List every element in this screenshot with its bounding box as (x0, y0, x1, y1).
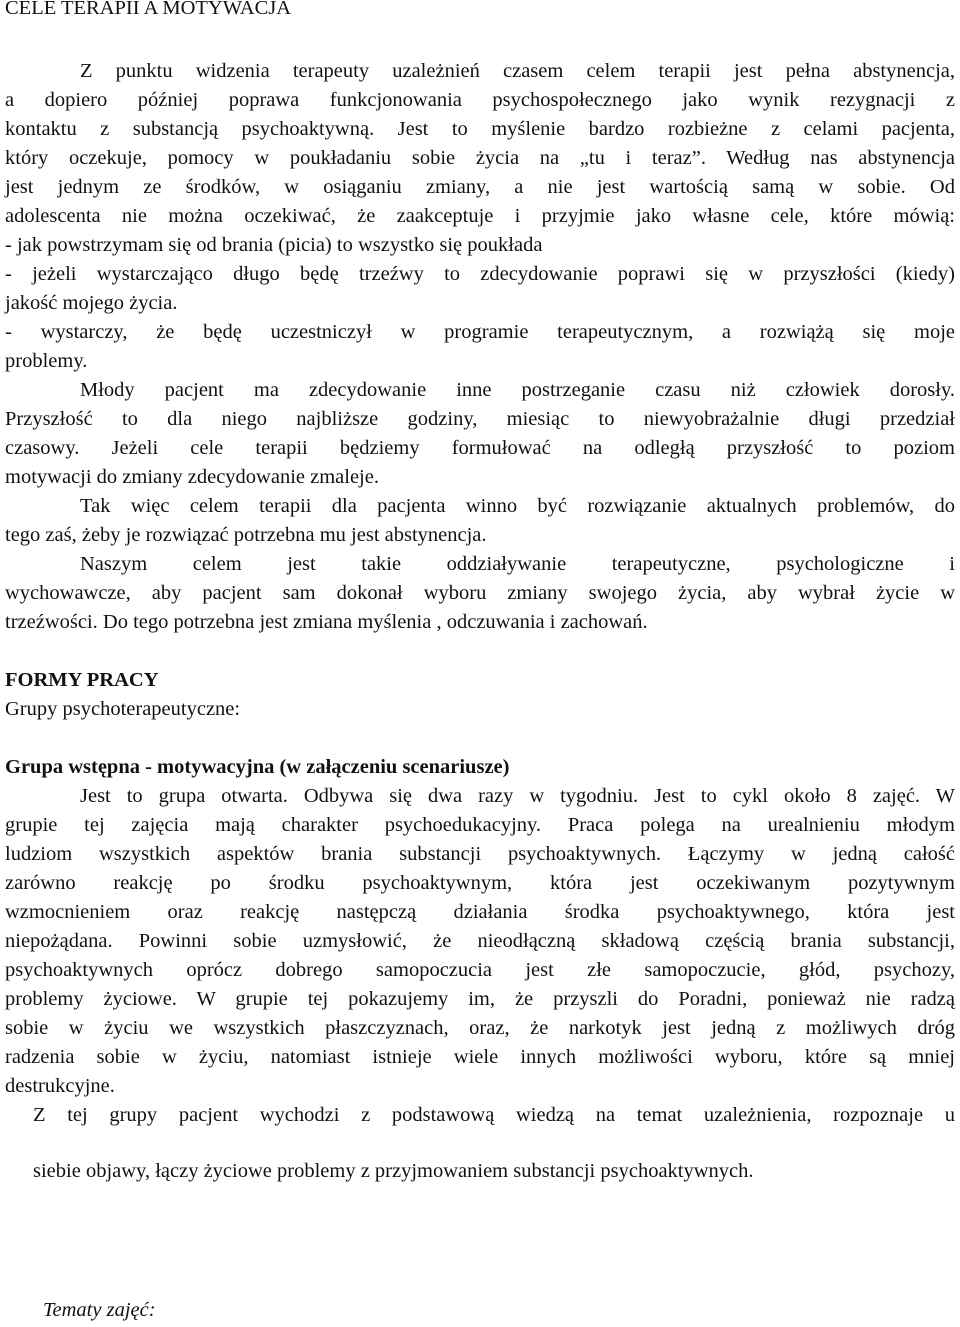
paragraph-line: który oczekuje, pomocy w poukładaniu sobie życia na „tu i teraz”. Według nas abstynencja (5, 147, 955, 169)
paragraph-line: destrukcyjne. (5, 1075, 115, 1097)
paragraph-line: radzenia sobie w życiu, natomiast istnieje wiele innych możliwości wyboru, które są mniej (5, 1046, 955, 1068)
topics-label: Tematy zajęć: (43, 1299, 156, 1321)
paragraph-line: wzmocnieniem oraz reakcję następczą działania środka psychoaktywnego, która jest (5, 901, 955, 923)
paragraph-line: zarówno reakcję po środku psychoaktywnym, która jest oczekiwanym pozytywnym (5, 872, 955, 894)
paragraph-line: wychowawcze, aby pacjent sam dokonał wyboru zmiany swojego życia, aby wybrał życie w (5, 582, 955, 604)
paragraph-line: Jest to grupa otwarta. Odbywa się dwa razy w tygodniu. Jest to cykl około 8 zajęć. W (80, 785, 955, 807)
paragraph-line: tego zaś, żeby je rozwiązać potrzebna mu jest abstynencja. (5, 524, 487, 546)
paragraph-line: sobie w życiu we wszystkich płaszczyznach, oraz, że narkotyk jest jedną z możliwych dróg (5, 1017, 955, 1039)
paragraph-line: psychoaktywnych oprócz dobrego samopoczucia jest złe samopoczucie, głód, psychozy, (5, 959, 955, 981)
paragraph-line: a dopiero później poprawa funkcjonowania psychospołecznego jako wynik rezygnacji z (5, 89, 955, 111)
section-heading-cele: CELE TERAPII A MOTYWACJA (5, 0, 292, 19)
paragraph-line: problemy życiowe. W grupie tej pokazujemy im, że przyszli do Poradni, ponieważ nie radzą (5, 988, 955, 1010)
paragraph-line: adolescenta nie można oczekiwać, że zaakceptuje i przyjmie jako własne cele, które mówią: (5, 205, 955, 227)
paragraph-line: Tak więc celem terapii dla pacjenta winno być rozwiązanie aktualnych problemów, do (80, 495, 955, 517)
list-item: - jeżeli wystarczająco długo będę trzeźwy to zdecydowanie poprawi się w przyszłości (kiedy) (5, 263, 955, 285)
paragraph-line: grupie tej zajęcia mają charakter psychoedukacyjny. Praca polega na urealnieniu młodym (5, 814, 955, 836)
paragraph-line: trzeźwości. Do tego potrzebna jest zmiana myślenia , odczuwania i zachowań. (5, 611, 648, 633)
paragraph-line: siebie objawy, łączy życiowe problemy z przyjmowaniem substancji psychoaktywnych. (33, 1160, 754, 1182)
list-item: - wystarczy, że będę uczestniczył w programie terapeutycznym, a rozwiążą się moje (5, 321, 955, 343)
paragraph-line: motywacji do zmiany zdecydowanie zmaleje. (5, 466, 379, 488)
paragraph-line: Młody pacjent ma zdecydowanie inne postrzeganie czasu niż człowiek dorosły. (80, 379, 955, 401)
paragraph-line: problemy. (5, 350, 88, 372)
paragraph-line: Naszym celem jest takie oddziaływanie terapeutyczne, psychologiczne i (80, 553, 955, 575)
group-heading: Grupa wstępna - motywacyjna (w załączeniu scenariusze) (5, 756, 510, 778)
paragraph-line: Przyszłość to dla niego najbliższe godziny, miesiąc to niewyobrażalnie długi przedział (5, 408, 955, 430)
paragraph-line: jest jednym ze środków, w osiąganiu zmiany, a nie jest wartością samą w sobie. Od (5, 176, 955, 198)
list-item: - jak powstrzymam się od brania (picia) to wszystko się poukłada (5, 234, 543, 256)
paragraph-line: Z tej grupy pacjent wychodzi z podstawową wiedzą na temat uzależnienia, rozpoznaje u (33, 1104, 955, 1126)
subheading-grupy: Grupy psychoterapeutyczne: (5, 698, 241, 720)
paragraph-line: niepożądana. Powinni sobie uzmysłowić, że nieodłączną składową częścią brania substancji, (5, 930, 955, 952)
paragraph-line: jakość mojego życia. (5, 292, 178, 314)
paragraph-line: czasowy. Jeżeli cele terapii będziemy formułować na odległą przyszłość to poziom (5, 437, 955, 459)
paragraph-line: ludziom wszystkich aspektów brania substancji psychoaktywnych. Łączymy w jedną całość (5, 843, 955, 865)
section-heading-formy: FORMY PRACY (5, 669, 159, 691)
paragraph-line: Z punktu widzenia terapeuty uzależnień czasem celem terapii jest pełna abstynencja, (80, 60, 955, 82)
paragraph-line: kontaktu z substancją psychoaktywną. Jest to myślenie bardzo rozbieżne z celami pacjenta, (5, 118, 955, 140)
